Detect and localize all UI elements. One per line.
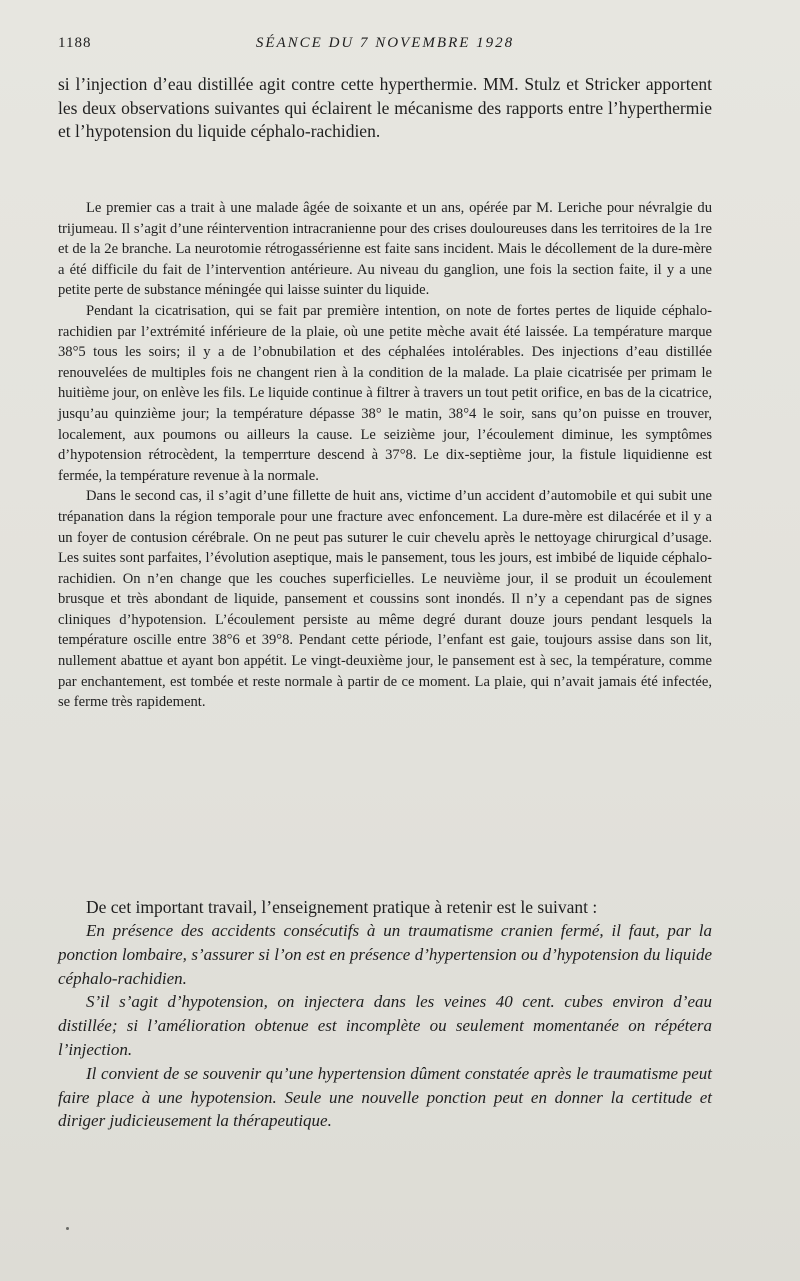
print-speck: [66, 1227, 69, 1230]
practical-rule: Il convient de se souvenir qu’une hypertension dûment constatée après le traumatisme peut faire place à une hypotension. Seule une nouvelle ponction peut en donner la certitude et diriger judicieusement la thérapeutique.: [58, 1063, 712, 1131]
case-paragraph-first: Le premier cas a trait à une malade âgée de soixante et un ans, opérée par M. Leriche pour névralgie du trijumeau. Il s’agit d’une réintervention intracranienne pour des crises douloureuses dans les territoires de la 1re et de la 2e branche. La neurotomie rétrogassérienne est faite sans incident. Mais le décollement de la dure-mère a été difficile du fait de l’intervention antérieure. Au niveau du ganglion, une fois la section faite, il y a une petite perte de substance méningée qui laisse suinter du liquide.: [58, 200, 712, 299]
case-paragraph-healing: Pendant la cicatrisation, qui se fait par première intention, on note de fortes pertes de liquide céphalo-rachidien par l’extrémité inférieure de la plaie, où une petite mèche avait été laissée. La température marque 38°5 tous les soirs; il y a de l’obnubilation et des céphalées intolérables. Des injections d’eau distillée renouvelées de multiples fois ne changent rien à la condition de la malade. La plaie cicatrisée per primam le huitième jour, on enlève les fils. Le liquide continue à filtrer à travers un tout petit orifice, en bas de la cicatrice, jusqu’au quinzième jour; la température dépasse 38° le matin, 38°4 le soir, sans qu’on puisse en trouver, localement, aux poumons ou ailleurs la cause. Le seizième jour, l’écoulement diminue, les symptômes d’hypotension rétrocèdent, la temperrture descend à 37°8. Le dix-septième jour, la fistule liquidienne est fermée, la température revenue à la normale.: [58, 302, 712, 484]
practical-rule: En présence des accidents consécutifs à un traumatisme cranien fermé, il faut, par la ponction lombaire, s’assurer si l’on est en présence d’hypertension ou d’hypotension du liquide céphalo-rachidien.: [58, 921, 712, 988]
conclusion-lead: De cet important travail, l’enseignement pratique à retenir est le suivant :: [86, 897, 598, 917]
page-header: [58, 35, 712, 57]
practical-rule: S’il s’agit d’hypotension, on injectera dans les veines 40 cent. cubes environ d’eau distillée; si l’amélioration obtenue est incomplète ou seulement momentanée on répétera l’injection.: [58, 992, 712, 1059]
case-reports: [58, 198, 712, 713]
case-paragraph-second: Dans le second cas, il s’agit d’une fillette de huit ans, victime d’un accident d’automobile et qui subit une trépanation dans la région temporale pour une fracture avec enfoncement. La dure-mère est dilacérée et il y a un foyer de contusion cérébrale. On ne peut pas suturer le cuir chevelu après le nettoyage chirurgical d’usage. Les suites sont parfaites, l’évolution aseptique, mais le pansement, tous les jours, est imbibé de liquide céphalo-rachidien. On n’en change que les couches superficielles. Le neuvième jour, il se produit un écoulement brusque et très abondant de liquide, pansement et coussins sont inondés. Il n’y a cependant pas de signes cliniques d’hypotension. L’écoulement persiste au même degré durant douze jours pendant lesquels la température oscille entre 38°6 et 39°8. Pendant cette période, l’enfant est gaie, toujours assise dans son lit, nullement abattue et ayant bon appétit. Le vingt-deuxième jour, le pansement est à sec, la température, comme par enchantement, est tombée et reste normale à partir de ce moment. La plaie, qui n’avait jamais été infectée, se ferme très rapidement.: [58, 488, 712, 711]
conclusion-section: [58, 895, 712, 1133]
running-title: SÉANCE DU 7 NOVEMBRE 1928: [255, 35, 515, 51]
page-number: 1188: [58, 35, 92, 51]
intro-paragraph: si l’injection d’eau distillée agit contre cette hyperthermie. MM. Stulz et Stricker apportent les deux observations suivantes qui éclairent le mécanisme des rapports entre l’hyperthermie et l’hypotension du liquide céphalo-rachidien.: [58, 74, 712, 141]
